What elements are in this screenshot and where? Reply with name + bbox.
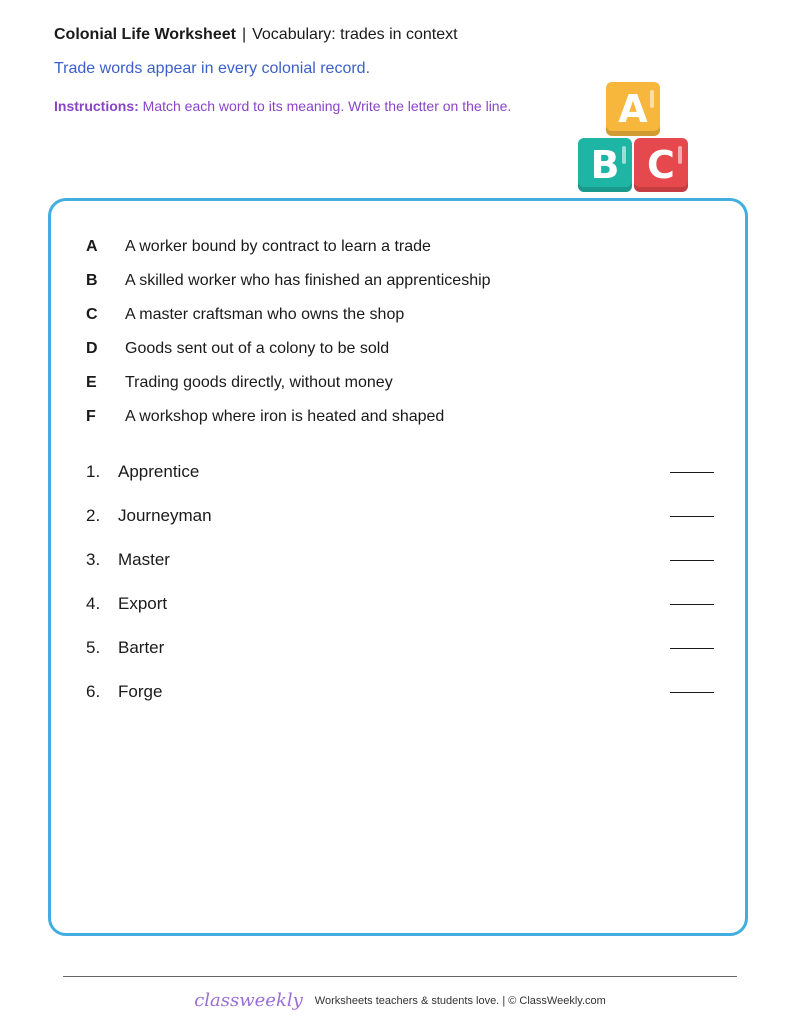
definition-text: Trading goods directly, without money [125,374,393,391]
block-a-highlight [650,90,654,108]
vocabulary-word-list [86,450,714,714]
subtitle: Trade words appear in every colonial record. [54,60,371,77]
word-row [86,582,714,626]
footer [0,990,800,1011]
definition-letter: C [86,306,98,323]
definition-letter: D [86,340,98,357]
answer-blank[interactable] [670,692,714,693]
vocabulary-word: Journeyman [118,506,212,525]
letter-block-a [606,82,660,136]
block-a-letter: A [618,87,648,131]
word-row [86,494,714,538]
vocabulary-word: Master [118,550,170,569]
word-number: 2. [86,506,101,525]
vocabulary-word: Forge [118,682,163,701]
definition-letter: F [86,408,96,425]
definitions-list [86,230,726,434]
word-number: 4. [86,594,101,613]
instructions-label: Instructions: [54,98,139,114]
definition-text: Goods sent out of a colony to be sold [125,340,390,357]
definition-letter: B [86,272,98,289]
answer-blank[interactable] [670,604,714,605]
answer-blank[interactable] [670,472,714,473]
word-number: 6. [86,682,101,701]
answer-blank[interactable] [670,560,714,561]
title-separator: | [241,26,247,43]
block-b-highlight [622,146,626,164]
word-row [86,626,714,670]
vocabulary-word: Apprentice [118,462,200,481]
letter-block-b [578,138,632,192]
word-number: 5. [86,638,101,657]
abc-blocks-illustration [576,80,694,196]
worksheet-title [54,26,458,44]
word-number: 1. [86,462,101,481]
vocabulary-word: Barter [118,638,165,657]
definition-letter: E [86,374,97,391]
vocabulary-word: Export [118,594,168,613]
topic-text: Vocabulary: trades in context [252,26,458,43]
footer-divider [63,976,737,977]
block-c-highlight [678,146,682,164]
block-b-letter: B [590,143,620,187]
definition-row [86,366,726,400]
footer-tagline: Worksheets teachers & students love. [314,995,500,1007]
definition-text: A worker bound by contract to learn a trade [125,238,431,255]
definition-text: A master craftsman who owns the shop [125,306,405,323]
footer-separator: | [502,995,506,1007]
brand-logo: classweekly [194,990,303,1011]
footer-copyright: © ClassWeekly.com [508,995,606,1007]
definition-letter: A [86,238,98,255]
word-row [86,450,714,494]
definition-row [86,230,726,264]
definition-row [86,298,726,332]
definition-row [86,400,726,434]
title-text: Colonial Life Worksheet [54,26,236,43]
answer-blank[interactable] [670,516,714,517]
definition-text: A skilled worker who has finished an apprenticeship [125,272,491,289]
definition-text: A workshop where iron is heated and shaped [125,408,445,425]
instructions [54,98,511,114]
answer-blank[interactable] [670,648,714,649]
word-row [86,670,714,714]
letter-block-c [634,138,688,192]
definition-row [86,332,726,366]
word-number: 3. [86,550,101,569]
block-c-letter: C [647,143,675,187]
word-row [86,538,714,582]
definition-row [86,264,726,298]
instructions-text: Match each word to its meaning. Write the letter on the line. [142,98,512,114]
